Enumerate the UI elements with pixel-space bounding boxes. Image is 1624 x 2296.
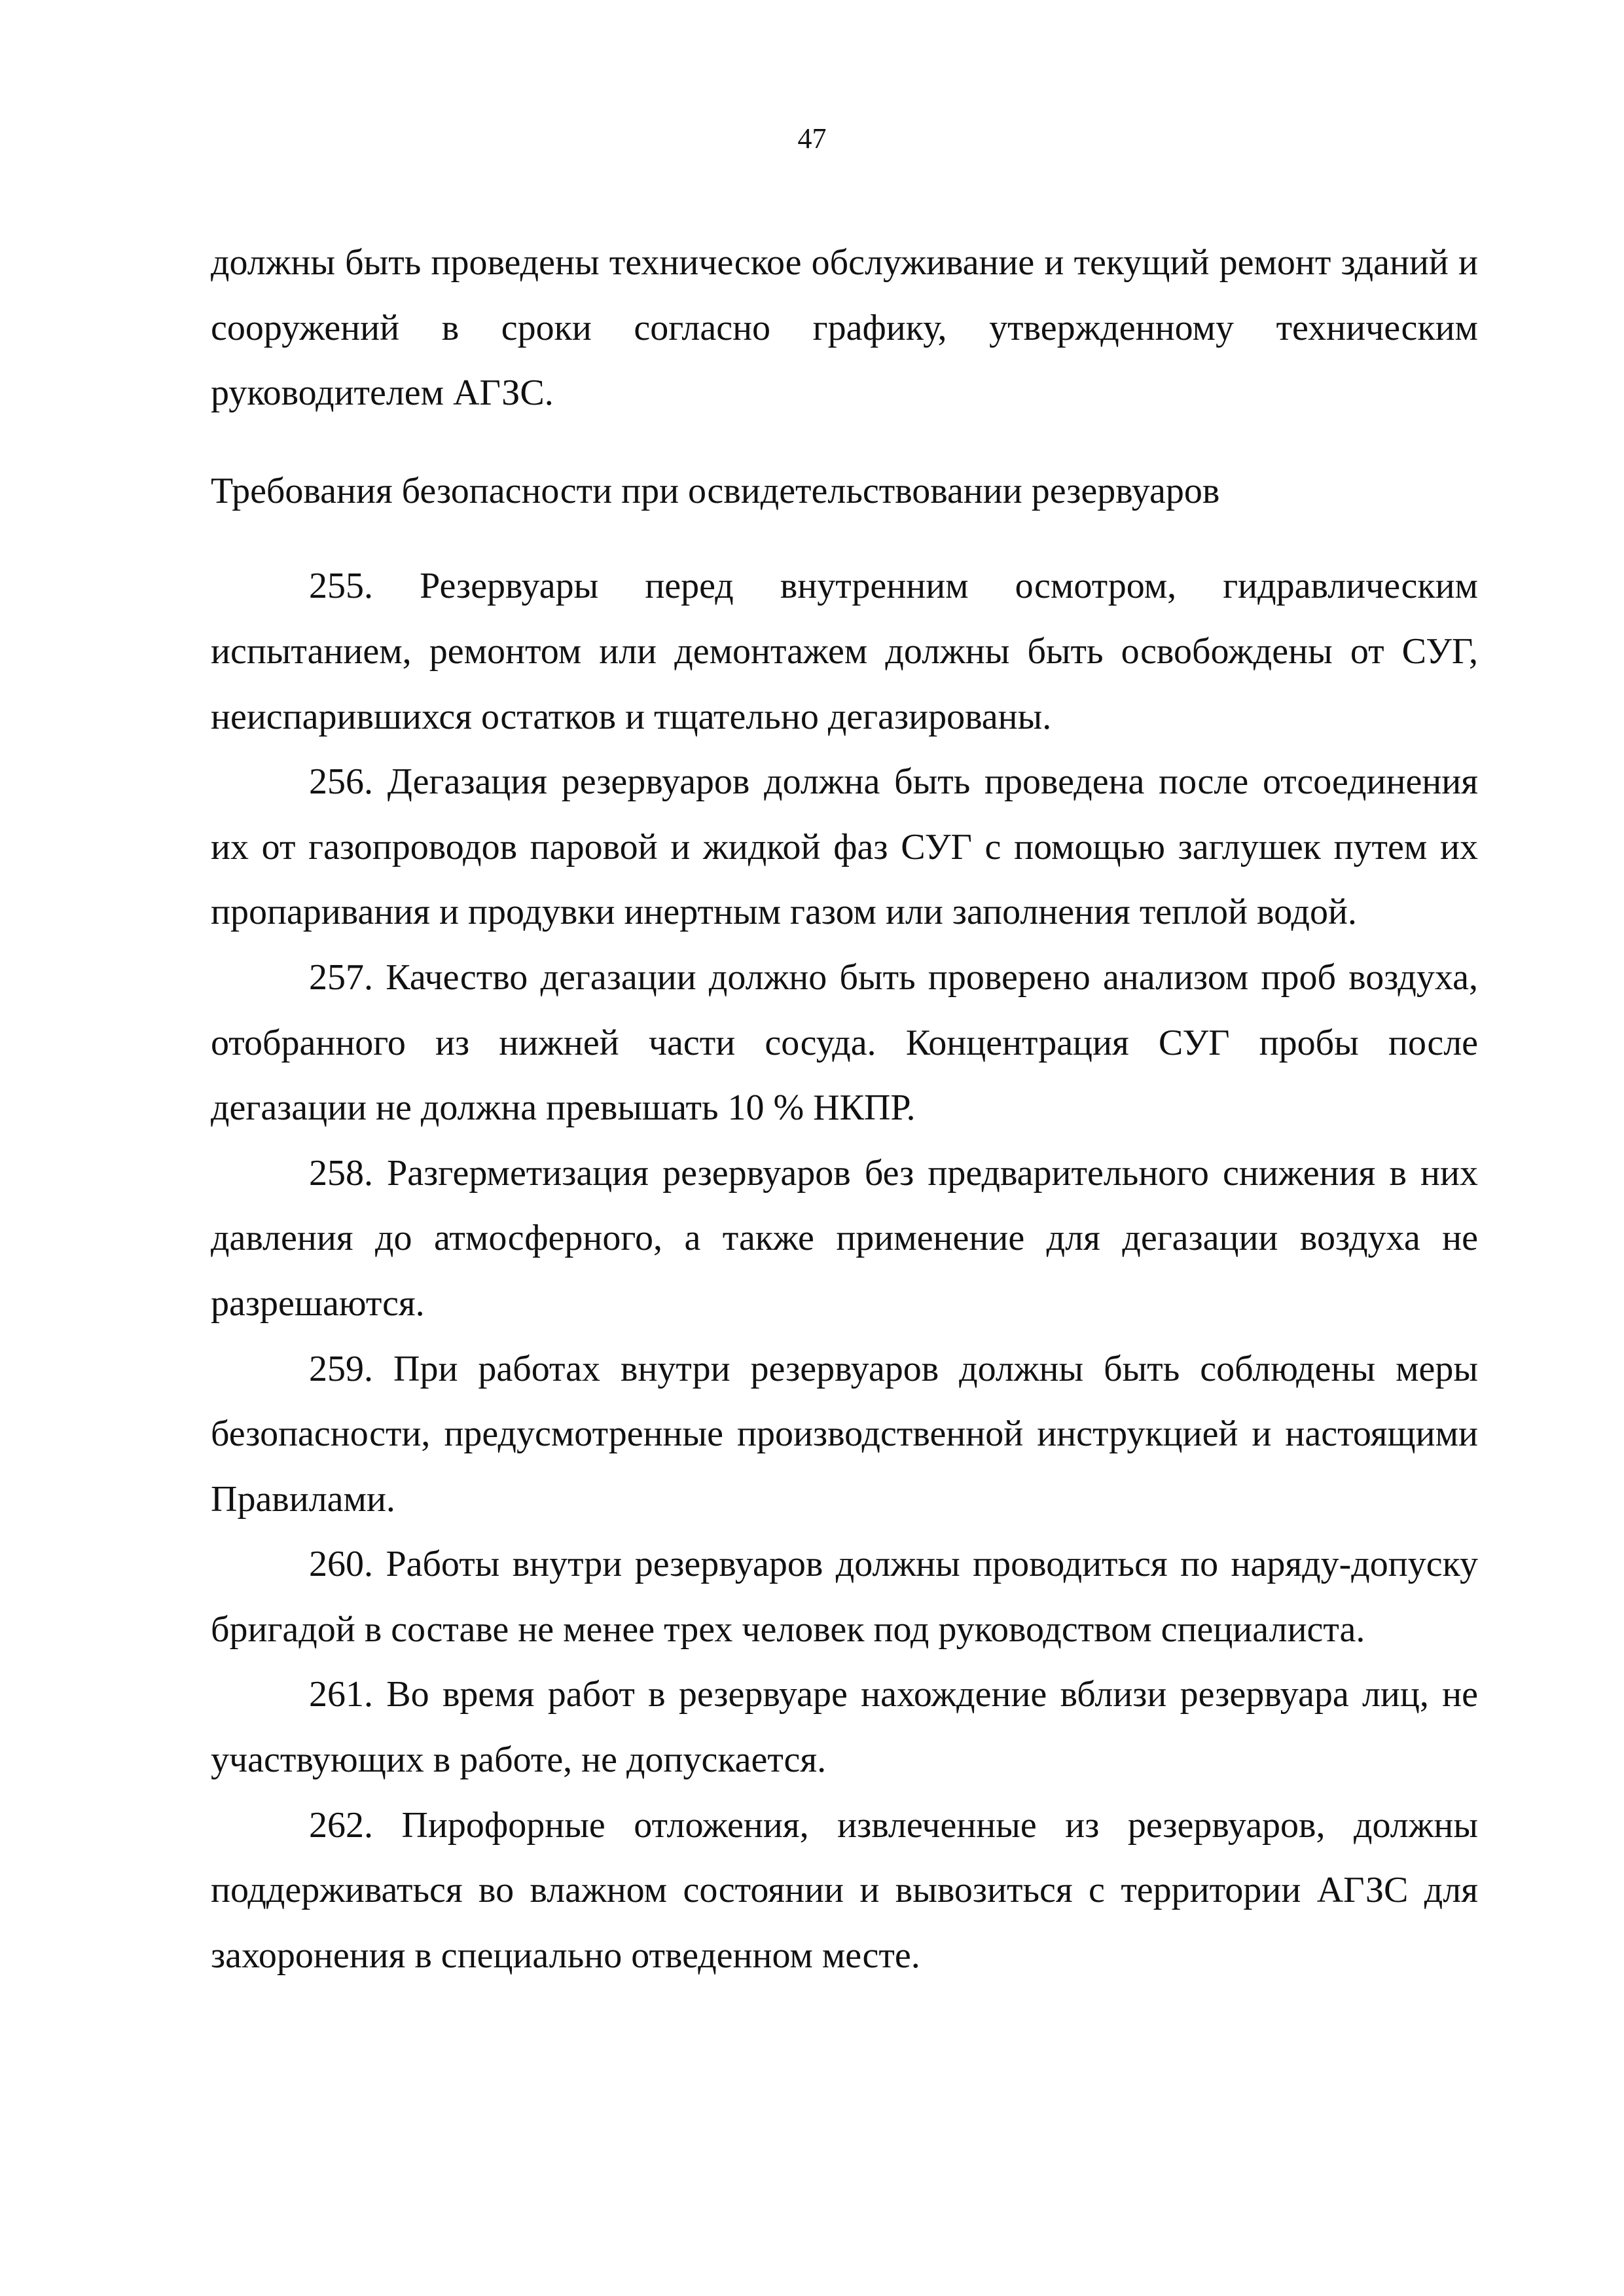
clause-255: 255. Резервуары перед внутренним осмотром, гидравлическим испытанием, ремонтом или демонтажем должны быть освобождены от СУГ, неиспарившихся остатков и тщательно дегазированы. bbox=[211, 566, 1478, 737]
clause-256: 256. Дегазация резервуаров должна быть проведена после отсоединения их от газопроводов паровой и жидкой фаз СУГ с помощью заглушек путем их пропаривания и продувки инертным газом или заполнения теплой водой. bbox=[211, 761, 1478, 933]
clause-258: 258. Разгерметизация резервуаров без предварительного снижения в них давления до атмосферного, а также применение для дегазации воздуха не разрешаются. bbox=[211, 1152, 1478, 1324]
clause-259: 259. При работах внутри резервуаров должны быть соблюдены меры безопасности, предусмотренные производственной инструкцией и настоящими Правилами. bbox=[211, 1348, 1478, 1520]
clause-262: 262. Пирофорные отложения, извлеченные из резервуаров, должны поддерживаться во влажном состоянии и вывозиться с территории АГЗС для захоронения в специально отведенном месте. bbox=[211, 1804, 1478, 1976]
clause-261: 261. Во время работ в резервуаре нахождение вблизи резервуара лиц, не участвующих в работе, не допускается. bbox=[211, 1674, 1478, 1781]
page-number: 47 bbox=[797, 122, 827, 155]
clause-257: 257. Качество дегазации должно быть проверено анализом проб воздуха, отобранного из нижней части сосуда. Концентрация СУГ пробы после дегазации не должна превышать 10 % НКПР. bbox=[211, 957, 1478, 1129]
continuation-paragraph: должны быть проведены техническое обслуживание и текущий ремонт зданий и сооружений в сроки согласно графику, утвержденному техническим руководителем АГЗС. bbox=[211, 242, 1478, 414]
document-body bbox=[211, 230, 1478, 1988]
clause-260: 260. Работы внутри резервуаров должны проводиться по наряду-допуску бригадой в составе не менее трех человек под руководством специалиста. bbox=[211, 1544, 1478, 1650]
section-heading: Требования безопасности при освидетельствовании резервуаров bbox=[211, 470, 1220, 511]
